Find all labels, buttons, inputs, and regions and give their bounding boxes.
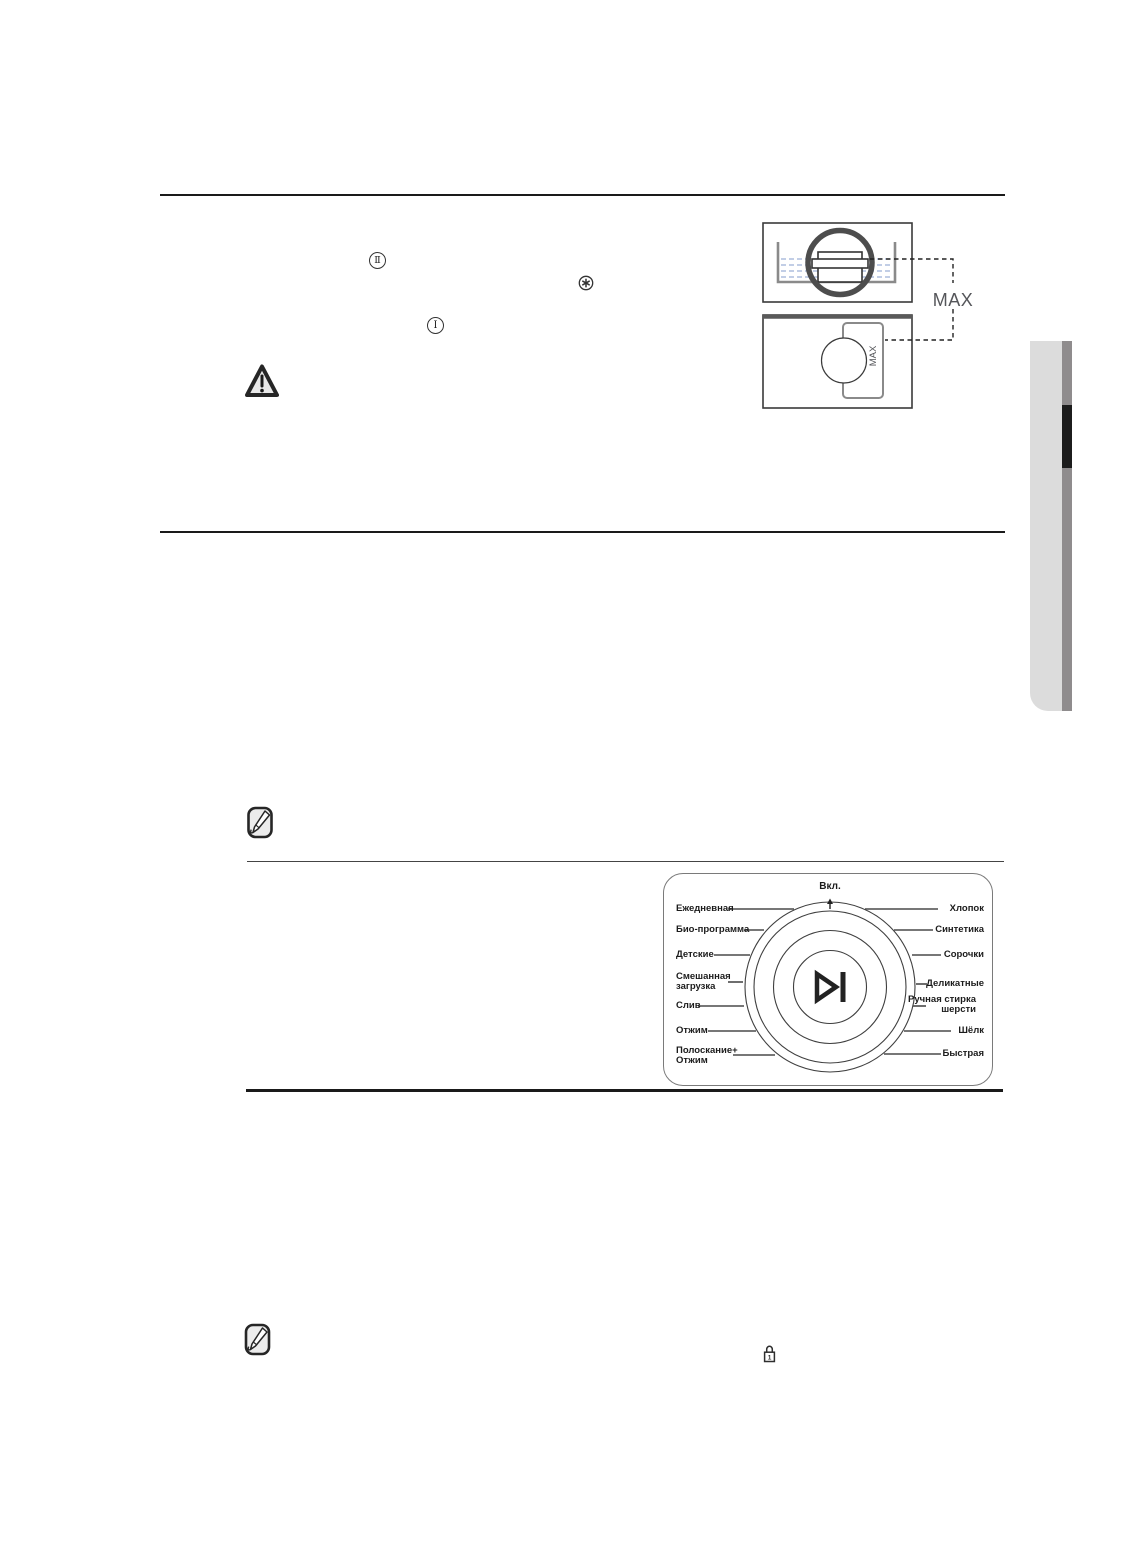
program-label-bio: Био-программа <box>676 924 750 935</box>
play-pause-icon <box>817 972 846 1002</box>
program-label-quick: Быстрая <box>942 1048 984 1059</box>
lock-icon <box>762 1343 777 1369</box>
pencil-note-icon <box>247 806 273 844</box>
chapter-tab <box>1030 341 1062 711</box>
program-label-hand-wash-wool: Ручная стирка шерсти <box>908 994 976 1015</box>
pencil-note-icon <box>244 1323 271 1361</box>
program-label-synthetics: Синтетика <box>935 924 984 935</box>
compartment-circle <box>822 338 867 383</box>
program-label-mixed-load: Смешанная загрузка <box>676 971 731 992</box>
chapter-tab-marker <box>1062 405 1072 468</box>
main-wash-glyph: Ⅱ <box>374 255 381 266</box>
detergent-cup-rim <box>812 259 868 268</box>
dial-rings <box>745 902 915 1072</box>
power-position-arrow <box>827 899 833 910</box>
prewash-compartment-icon <box>427 317 444 334</box>
warning-triangle-icon <box>245 363 279 404</box>
program-label-spin: Отжим <box>676 1025 708 1036</box>
program-label-shirts: Сорочки <box>943 949 984 960</box>
program-label-kids: Детские <box>676 949 714 960</box>
program-label-drain: Слив <box>676 1000 701 1011</box>
program-label-silk: Шёлк <box>958 1025 984 1036</box>
section-divider-4 <box>246 1089 1003 1092</box>
detergent-max-diagram <box>760 215 1005 420</box>
max-vertical-label: MAX <box>868 345 879 367</box>
softener-compartment-icon <box>578 275 594 296</box>
max-label: MAX <box>932 290 974 310</box>
program-label-daily: Ежедневная <box>676 903 734 914</box>
program-label-delicates: Деликатные <box>926 978 984 989</box>
section-divider-top <box>160 194 1005 196</box>
power-label: Вкл. <box>819 881 841 892</box>
program-dial-panel <box>663 873 993 1086</box>
program-label-rinse-spin: Полоскание+ Отжим <box>676 1045 738 1066</box>
section-divider-3 <box>247 861 1004 862</box>
program-label-cotton: Хлопок <box>949 903 984 914</box>
section-divider-2 <box>160 531 1005 533</box>
main-wash-compartment-icon <box>369 252 386 269</box>
chapter-tab-strip <box>1062 341 1072 711</box>
lock-digit: 1 <box>767 1354 772 1362</box>
prewash-glyph: Ⅰ <box>433 320 438 331</box>
